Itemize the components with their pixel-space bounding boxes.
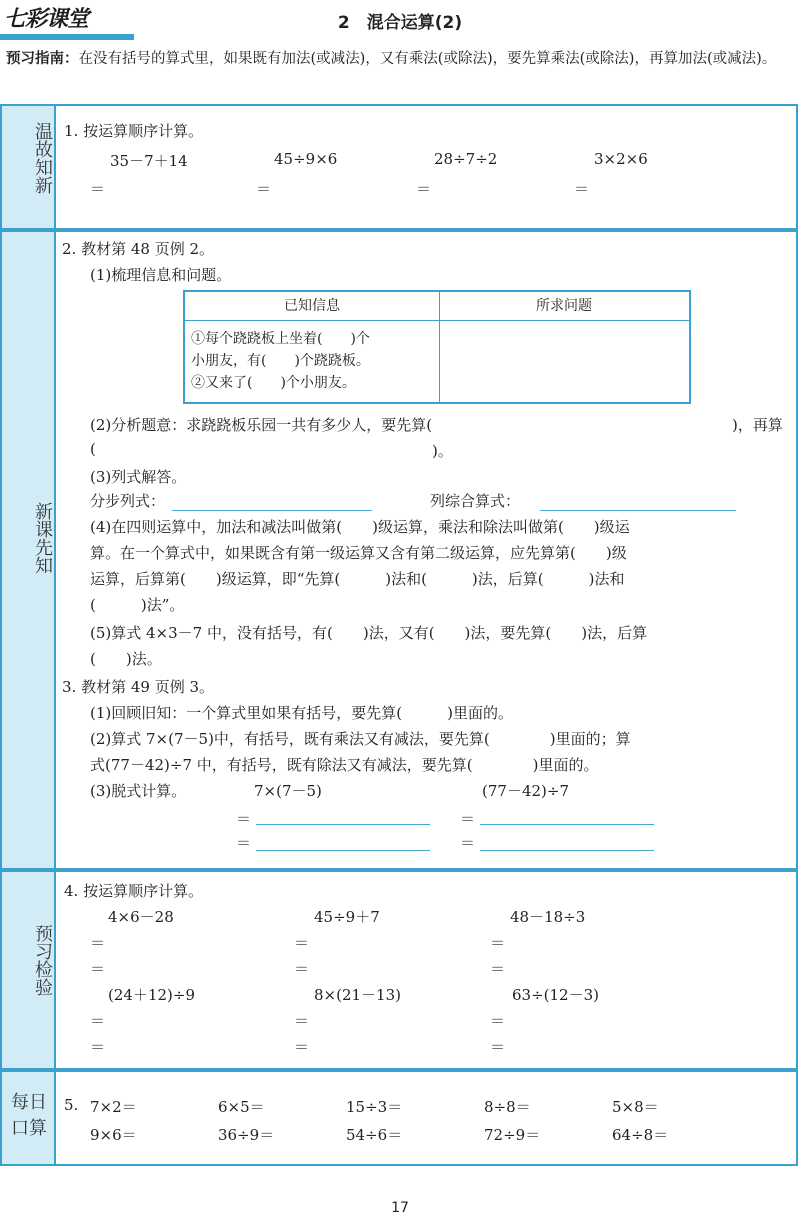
q4-eq: ＝ [294, 1012, 310, 1030]
q3-part3: (3)脱式计算。 [90, 782, 187, 800]
q4-eq: ＝ [294, 934, 310, 952]
section-label-panel [2, 232, 56, 868]
q4-eq: ＝ [490, 960, 506, 978]
q2-part5-line1: (5)算式 4×3－7 中，没有括号，有( )法，又有( )法，要先算( )法，后算 [90, 624, 648, 642]
section-label-panel [2, 106, 56, 228]
q3-title: 3. 教材第 49 页例 3。 [62, 678, 215, 696]
q5-item: 8÷8＝ [484, 1098, 531, 1116]
q2-part3: (3)列式解答。 [90, 468, 187, 486]
q3-line-2b [480, 850, 654, 851]
q4-item-4: (24＋12)÷9 [108, 986, 195, 1004]
q3-expr-2: (77－42)÷7 [482, 782, 569, 800]
q2-part1: (1)梳理信息和问题。 [90, 266, 232, 284]
q3-part2-line1: (2)算式 7×(7－5)中，有括号，既有乘法又有减法，要先算( )里面的；算 [90, 730, 631, 748]
combined-answer-line [540, 510, 736, 511]
q2-part4-line2: 算。在一个算式中，如果既含有第一级运算又含有第二级运算，应先算第( )级 [90, 544, 627, 562]
section-label: 每日口算 [11, 1092, 47, 1139]
q1-item-4: 3×2×6 [594, 150, 648, 168]
page-number: 17 [391, 1200, 409, 1216]
section-label: 温故知新 [32, 122, 53, 194]
section-daily-mental [0, 1070, 798, 1166]
table-divider [439, 292, 440, 402]
q4-item-5: 8×(21－13) [314, 986, 401, 1004]
q4-eq: ＝ [90, 934, 106, 952]
page-title: 2 混合运算(2) [337, 13, 463, 33]
section-preview-check [0, 870, 798, 1070]
section-label: 预习检验 [32, 924, 53, 996]
q5-item: 36÷9＝ [218, 1126, 275, 1144]
q3-part2-line2: 式(77－42)÷7 中，有括号，既有除法又有减法，要先算( )里面的。 [90, 756, 599, 774]
logo: 七彩课堂 [4, 6, 89, 32]
q1-eq-3: ＝ [416, 180, 432, 198]
q5-number: 5. [64, 1096, 79, 1114]
q3-eq-1b: ＝ [236, 834, 252, 852]
q5-item: 54÷6＝ [346, 1126, 403, 1144]
q2-part5-line2: ( )法。 [90, 650, 162, 668]
q3-part1: (1)回顾旧知：一个算式里如果有括号，要先算( )里面的。 [90, 704, 513, 722]
q3-line-1b [256, 850, 430, 851]
q5-item: 72÷9＝ [484, 1126, 541, 1144]
q3-line-2a [480, 824, 654, 825]
q2-part4-line4: ( )法”。 [90, 596, 185, 614]
q1-item-3: 28÷7÷2 [434, 150, 498, 168]
q4-item-3: 48－18÷3 [510, 908, 586, 926]
known-line-2: 小朋友，有( )个跷跷板。 [191, 353, 370, 369]
q2-part2-a: (2)分析题意：求跷跷板乐园一共有多少人，要先算( [90, 416, 433, 434]
q4-item-2: 45÷9＋7 [314, 908, 380, 926]
q2-title: 2. 教材第 48 页例 2。 [62, 240, 215, 258]
q3-eq-1a: ＝ [236, 810, 252, 828]
preview-guide [6, 46, 796, 73]
q5-item: 9×6＝ [90, 1126, 137, 1144]
section-label: 新课先知 [32, 502, 53, 574]
q2-part4-line1: (4)在四则运算中，加法和减法叫做第( )级运算，乘法和除法叫做第( )级运 [90, 518, 630, 536]
section-label-panel [2, 872, 56, 1068]
q4-title: 4. 按运算顺序计算。 [64, 882, 204, 900]
guide-text: 在没有括号的算式里，如果既有加法(或减法)，又有乘法(或除法)，要先算乘法(或除法)，再算加法(或减法)。 [78, 51, 777, 67]
q4-eq: ＝ [90, 1038, 106, 1056]
q1-eq-4: ＝ [574, 180, 590, 198]
logo-underline [0, 34, 134, 40]
q4-eq: ＝ [490, 934, 506, 952]
q1-item-1: 35－7＋14 [110, 152, 188, 170]
q2-combined-label: 列综合算式： [430, 492, 521, 510]
q2-part2-b: )，再算 [732, 416, 783, 434]
q5-item: 5×8＝ [612, 1098, 659, 1116]
q2-part4-line3: 运算，后算第( )级运算，即“先算( )法和( )法，后算( )法和 [90, 570, 625, 588]
q5-item: 64÷8＝ [612, 1126, 669, 1144]
section-label-panel [2, 1072, 56, 1164]
q2-part2-d: )。 [432, 442, 453, 460]
q4-eq: ＝ [490, 1012, 506, 1030]
q4-eq: ＝ [490, 1038, 506, 1056]
step-answer-line [172, 510, 372, 511]
known-line-3: ②又来了( )个小朋友。 [191, 375, 356, 391]
q1-item-2: 45÷9×6 [274, 150, 338, 168]
q5-item: 6×5＝ [218, 1098, 265, 1116]
table-header-known: 已知信息 [185, 292, 439, 321]
q4-item-6: 63÷(12－3) [512, 986, 599, 1004]
q4-eq: ＝ [294, 1038, 310, 1056]
q4-item-1: 4×6－28 [108, 908, 174, 926]
known-line-1: ①每个跷跷板上坐着( )个 [191, 331, 370, 347]
q4-eq: ＝ [90, 1012, 106, 1030]
q1-title: 1. 按运算顺序计算。 [64, 122, 204, 140]
guide-label: 预习指南： [6, 51, 79, 67]
section-review [0, 104, 798, 230]
table-known-cell [191, 328, 436, 394]
q3-eq-2a: ＝ [460, 810, 476, 828]
info-table [183, 290, 691, 404]
table-header-question: 所求问题 [439, 292, 689, 321]
q2-step-label: 分步列式： [90, 492, 166, 510]
q1-eq-1: ＝ [90, 180, 106, 198]
q1-eq-2: ＝ [256, 180, 272, 198]
q3-eq-2b: ＝ [460, 834, 476, 852]
q3-line-1a [256, 824, 430, 825]
q5-item: 7×2＝ [90, 1098, 137, 1116]
q4-eq: ＝ [294, 960, 310, 978]
q4-eq: ＝ [90, 960, 106, 978]
q3-expr-1: 7×(7－5) [254, 782, 322, 800]
q5-item: 15÷3＝ [346, 1098, 403, 1116]
q2-part2-c: ( [90, 440, 96, 458]
